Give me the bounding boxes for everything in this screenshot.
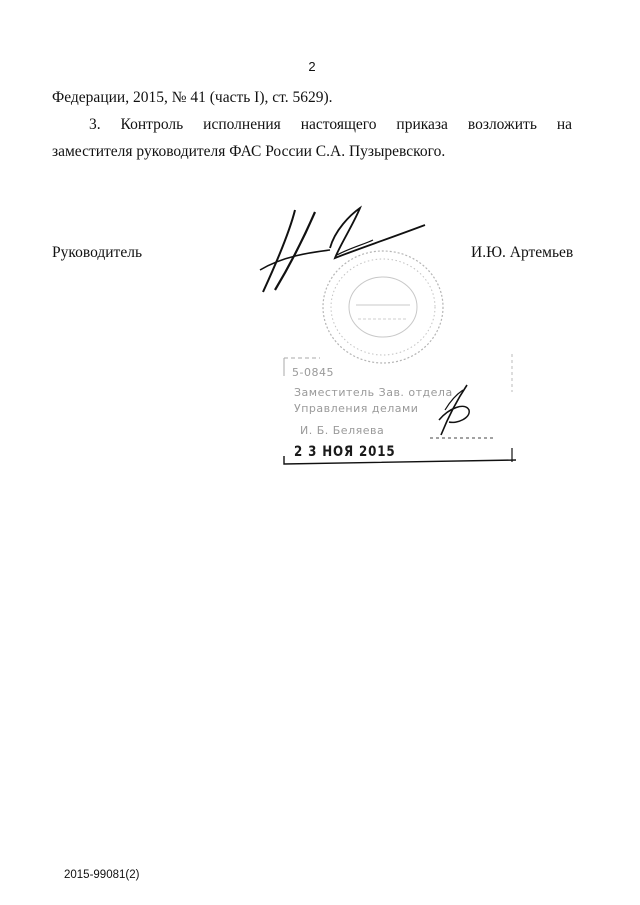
page-number: 2: [308, 59, 316, 74]
stamp-line-4: И. Б. Беляева: [300, 424, 385, 437]
item-word: возложить: [467, 116, 537, 133]
document-code: 2015-99081(2): [64, 869, 140, 881]
handwritten-signature: [255, 200, 435, 300]
approval-stamp: [280, 352, 520, 472]
stamp-line-3: Управления делами: [294, 402, 419, 415]
body-line-1: Федерации, 2015, № 41 (часть I), ст. 5629).: [52, 89, 333, 106]
item-word: исполнения: [203, 116, 281, 133]
initials-signature: [435, 380, 475, 440]
signer-name: И.Ю. Артемьев: [471, 244, 574, 261]
stamp-date: 2 3 НОЯ 2015: [294, 444, 396, 460]
stamp-line-1: 5-0845: [292, 366, 334, 379]
stamp-line-2: Заместитель Зав. отдела: [294, 386, 453, 399]
item-word: Контроль: [120, 116, 184, 133]
signer-title: Руководитель: [52, 244, 143, 261]
item-word: приказа: [396, 116, 448, 133]
item-number: 3.: [89, 116, 101, 133]
item-word: на: [556, 116, 572, 133]
body-line-3: заместителя руководителя ФАС России С.А. Пузыревского.: [52, 143, 446, 160]
item-word: настоящего: [300, 116, 377, 133]
body-item-3: [52, 116, 572, 134]
